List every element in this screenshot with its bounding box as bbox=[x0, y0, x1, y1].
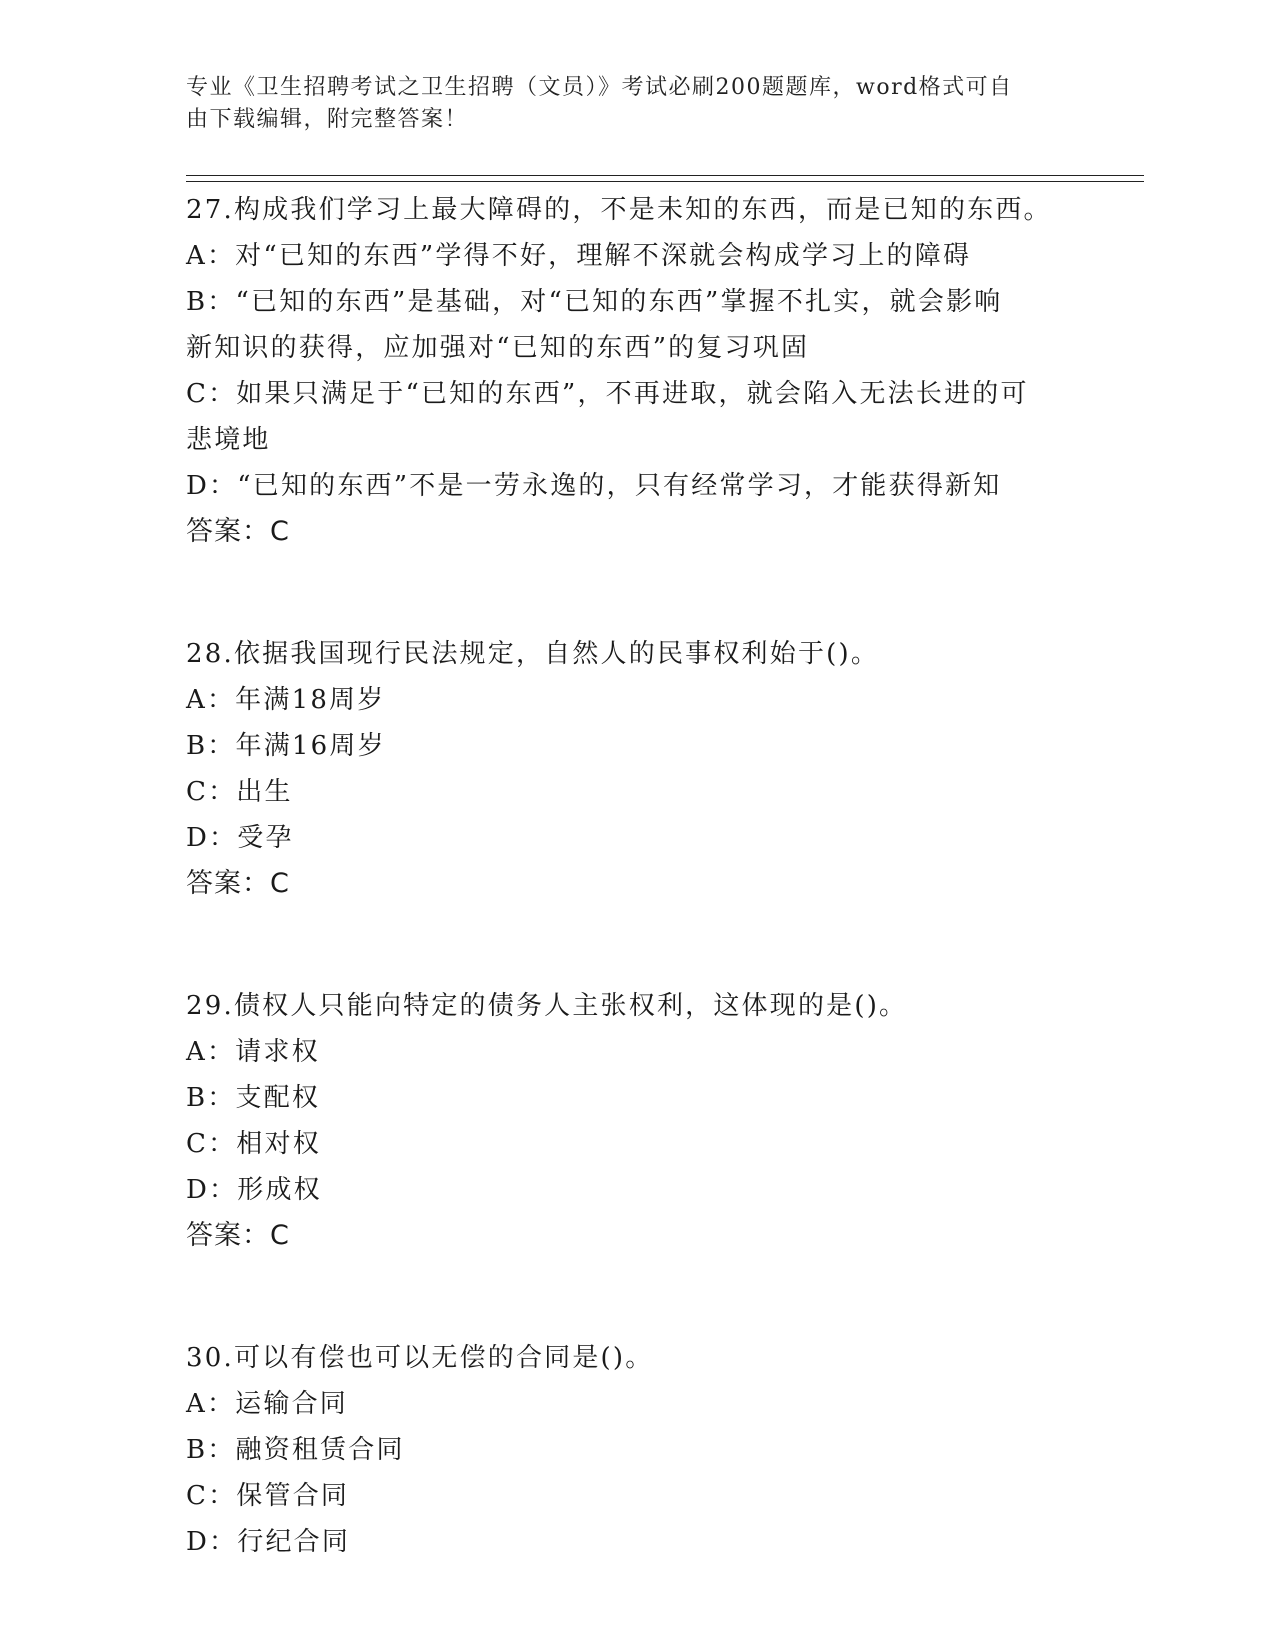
spacer bbox=[186, 907, 1086, 983]
question-27-answer: 答案：C bbox=[186, 516, 290, 547]
question-28-option-c: C：出生 bbox=[186, 777, 293, 807]
question-list bbox=[186, 187, 1086, 1565]
question-29-answer: 答案：C bbox=[186, 1220, 290, 1251]
question-27-stem: 27.构成我们学习上最大障碍的，不是未知的东西，而是已知的东西。 bbox=[186, 195, 1052, 225]
question-29-stem: 29.债权人只能向特定的债务人主张权利，这体现的是()。 bbox=[186, 991, 908, 1021]
question-28-stem: 28.依据我国现行民法规定，自然人的民事权利始于()。 bbox=[186, 639, 880, 669]
question-27-option-c: C：如果只满足于“已知的东西”，不再进取，就会陷入无法长进的可 bbox=[186, 379, 1029, 409]
question-30-option-c: C：保管合同 bbox=[186, 1481, 350, 1511]
header-rule-bottom bbox=[186, 181, 1144, 182]
question-28-option-a: A：年满18周岁 bbox=[186, 685, 386, 715]
header-line-1: 专业《卫生招聘考试之卫生招聘（文员）》考试必刷200题题库，word格式可自 bbox=[186, 75, 1013, 100]
question-27 bbox=[186, 187, 1086, 555]
document-header bbox=[186, 72, 1066, 136]
question-30-option-b: B：融资租赁合同 bbox=[186, 1435, 405, 1465]
question-27-option-a: A：对“已知的东西”学得不好，理解不深就会构成学习上的障碍 bbox=[186, 241, 972, 271]
header-line-2: 由下载编辑，附完整答案！ bbox=[186, 107, 469, 132]
question-28-answer: 答案：C bbox=[186, 868, 290, 899]
question-30-option-a: A：运输合同 bbox=[186, 1389, 348, 1419]
question-27-option-b: B：“已知的东西”是基础，对“已知的东西”掌握不扎实，就会影响 bbox=[186, 287, 1003, 317]
question-29 bbox=[186, 983, 1086, 1259]
spacer bbox=[186, 1259, 1086, 1335]
question-29-option-d: D：形成权 bbox=[186, 1175, 322, 1205]
question-30-option-d: D：行纪合同 bbox=[186, 1527, 351, 1557]
question-27-option-d: D：“已知的东西”不是一劳永逸的，只有经常学习，才能获得新知 bbox=[186, 471, 1002, 501]
question-28 bbox=[186, 631, 1086, 907]
question-27-option-b-cont: 新知识的获得，应加强对“已知的东西”的复习巩固 bbox=[186, 333, 810, 363]
question-30 bbox=[186, 1335, 1086, 1565]
header-rule-top bbox=[186, 175, 1144, 176]
question-30-stem: 30.可以有偿也可以无偿的合同是()。 bbox=[186, 1343, 654, 1373]
question-27-option-c-cont: 悲境地 bbox=[186, 425, 271, 455]
spacer bbox=[186, 555, 1086, 631]
question-28-option-b: B：年满16周岁 bbox=[186, 731, 386, 761]
question-29-option-b: B：支配权 bbox=[186, 1083, 321, 1113]
question-28-option-d: D：受孕 bbox=[186, 823, 294, 853]
question-29-option-a: A：请求权 bbox=[186, 1037, 320, 1067]
question-29-option-c: C：相对权 bbox=[186, 1129, 321, 1159]
